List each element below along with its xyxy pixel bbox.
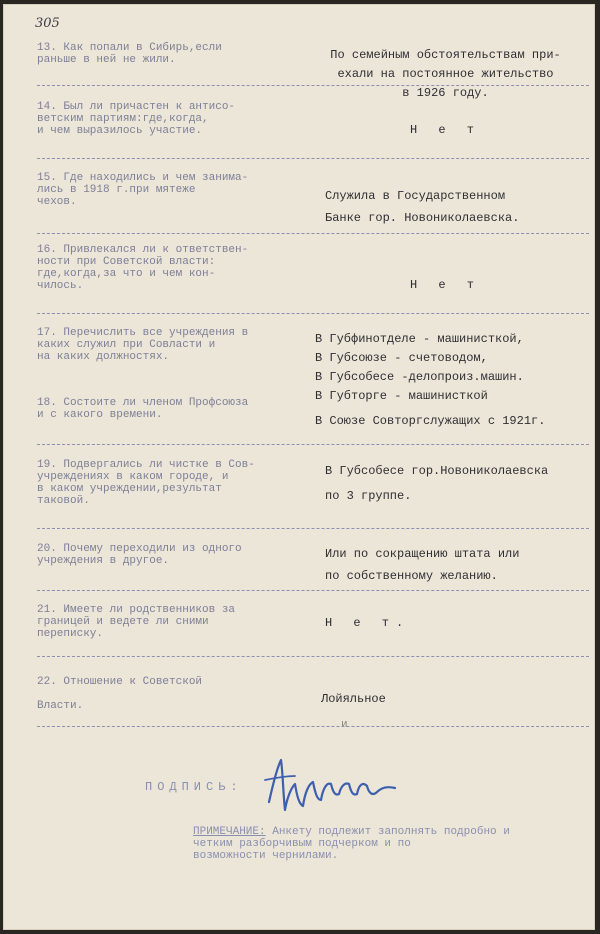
- row-divider: [37, 313, 589, 314]
- question-text: 16. Привлекался ли к ответствен- ности при Советской власти: где,когда,за что и чем кон- чилось.: [37, 244, 249, 292]
- row-divider: [37, 590, 589, 591]
- footnote-label: ПРИМЕЧАНИЕ:: [193, 826, 266, 838]
- footnote-text: Анкету подлежит заполнять подробно и четким разборчивым подчерком и по возможности чернилами.: [193, 826, 510, 862]
- question-text: 19. Подвергались ли чистке в Сов- учреждениях в каком городе, и в каком учреждении,результат таковой.: [37, 459, 255, 507]
- row-divider: [37, 726, 589, 727]
- answer-text: Лойяльное: [321, 692, 386, 706]
- answer-text: Н е т.: [325, 616, 411, 630]
- question-text: 17. Перечислить все учреждения в каких служил при Совласти и на каких должностях.: [37, 327, 249, 363]
- row-divider: [37, 528, 589, 529]
- row-divider: [37, 158, 589, 159]
- answer-text: Н е т: [409, 123, 481, 137]
- answer-text: Н е т: [409, 278, 481, 292]
- handwritten-signature: [261, 754, 401, 824]
- question-text: 22. Отношение к Советской Власти.: [37, 676, 203, 712]
- answer-text: По семейным обстоятельствам при- ехали на постоянное жительство в 1926 году.: [330, 48, 561, 100]
- row-divider: [37, 656, 589, 657]
- row-divider: [37, 444, 589, 445]
- answer-subnote: и: [341, 719, 348, 731]
- question-text: 15. Где находились и чем занима- лись в 1918 г.при мятеже чехов.: [37, 172, 249, 208]
- footnote: [193, 826, 591, 862]
- row-divider: [37, 85, 589, 86]
- question-text: 20. Почему переходили из одного учреждения в другое.: [37, 543, 242, 567]
- answer-text: В Губфинотделе - машинисткой, В Губсоюзе - счетоводом, В Губсобесе -делопроиз.машин. В Губторге - машинисткой: [315, 332, 524, 403]
- document-page: [3, 4, 595, 930]
- signature-label: ПОДПИСЬ:: [145, 780, 243, 794]
- answer-text: В Губсобесе гор.Новониколаевска по 3 группе.: [325, 464, 549, 503]
- question-text: 18. Состоите ли членом Профсоюза и с какого времени.: [37, 397, 249, 421]
- question-text: 13. Как попали в Сибирь,если раньше в ней не жили.: [37, 42, 222, 66]
- answer-text: В Союзе Совторгслужащих с 1921г.: [315, 414, 546, 428]
- answer-text: Или по сокращению штата или по собственному желанию.: [325, 547, 520, 583]
- row-divider: [37, 233, 589, 234]
- answer-text: Служила в Государственном Банке гор. Новониколаевска.: [325, 189, 520, 225]
- question-text: 14. Был ли причастен к антисо- ветским партиям:где,когда, и чем выразилось участие.: [37, 101, 236, 137]
- question-text: 21. Имеете ли родственников за границей и ведете ли сними переписку.: [37, 604, 236, 640]
- page-number: 305: [35, 16, 60, 31]
